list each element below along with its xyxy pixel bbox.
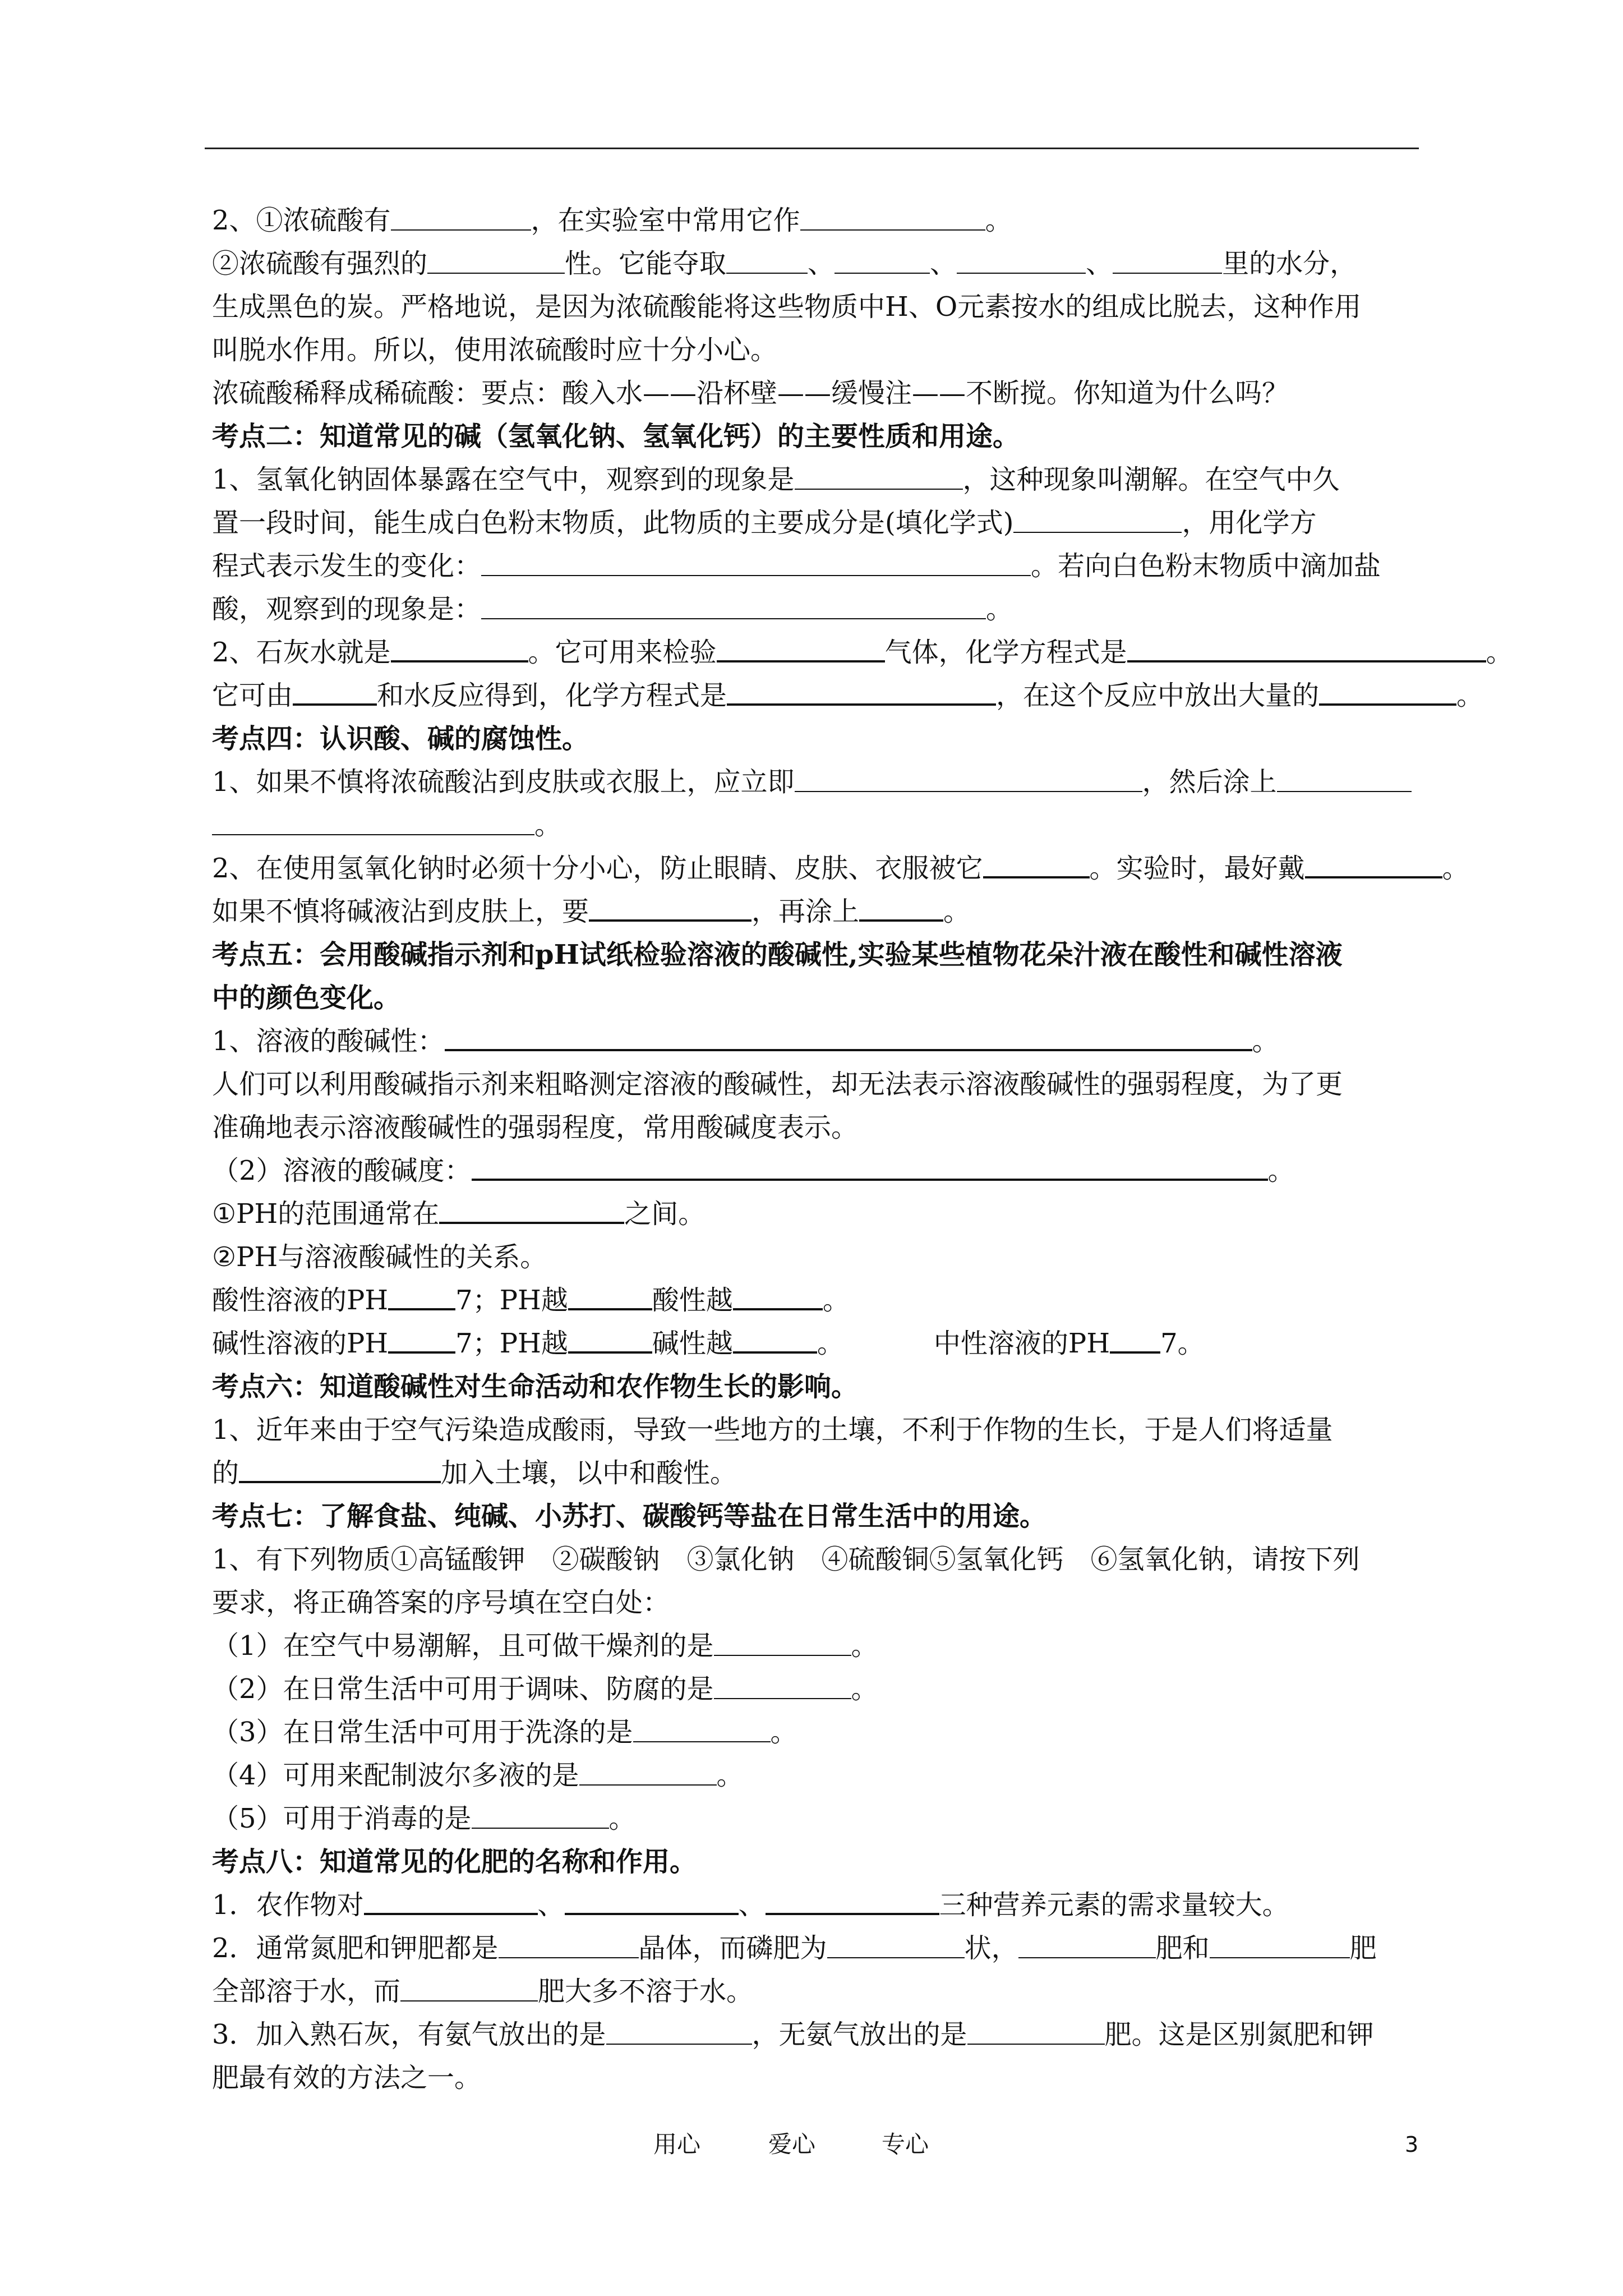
worksheet-body bbox=[212, 199, 1513, 2100]
text-line: 置一段时间，能生成白色粉末物质，此物质的主要成分是(填化学式) ，用化学方 bbox=[212, 507, 1317, 539]
text-line: 如果不慎将碱液沾到皮肤上，要 ，再涂上 。 bbox=[212, 896, 971, 927]
text-line: 1、氢氧化钠固体暴露在空气中，观察到的现象是 ，这种现象叫潮解。在空气中久 bbox=[212, 464, 1340, 495]
text-line: （3）在日常生活中可用于洗涤的是 。 bbox=[212, 1717, 797, 1748]
blank[interactable] bbox=[633, 1719, 771, 1742]
text-line: 人们可以利用酸碱指示剂来粗略测定溶液的酸碱性，却无法表示溶液酸碱性的强弱程度，为了更 bbox=[212, 1069, 1343, 1100]
text-line: ①PH的范围通常在 之间。 bbox=[212, 1198, 706, 1230]
blank[interactable] bbox=[1110, 1329, 1160, 1354]
text-line: 1．农作物对 、 、 三种营养元素的需求量较大。 bbox=[212, 1889, 1289, 1921]
blank[interactable] bbox=[1305, 854, 1442, 878]
text-line: 3．加入熟石灰，有氨气放出的是 ，无氨气放出的是 肥。这是区别氮肥和钾 bbox=[212, 2019, 1374, 2050]
text-line: 碱性溶液的PH 7；PH越 碱性越 。 中性溶液的PH 7。 bbox=[212, 1328, 1205, 1359]
section-heading: 考点二：知道常见的碱（氢氧化钠、氢氧化钙）的主要性质和用途。 bbox=[212, 421, 1020, 452]
text-line: 1、有下列物质①高锰酸钾 ②碳酸钠 ③氯化钠 ④硫酸铜⑤氢氧化钙 ⑥氢氧化钠，请按下列 bbox=[212, 1544, 1360, 1575]
footer-text: 用心 bbox=[653, 2131, 701, 2158]
text-line: 2、①浓硫酸有 ，在实验室中常用它作 。 bbox=[212, 205, 1012, 236]
text-line: 酸性溶液的PH 7；PH越 酸性越 。 bbox=[212, 1285, 850, 1316]
section-heading: 考点七：了解食盐、纯碱、小苏打、碳酸钙等盐在日常生活中的用途。 bbox=[212, 1501, 1047, 1532]
blank[interactable] bbox=[983, 854, 1090, 878]
text-line: ②浓硫酸有强烈的 性。它能夺取 、 、 、 里的水分， bbox=[212, 248, 1357, 279]
blank[interactable] bbox=[481, 553, 1031, 576]
text-line: 全部溶于水，而 肥大多不溶于水。 bbox=[212, 1976, 754, 2007]
section-heading: 考点八：知道常见的化肥的名称和作用。 bbox=[212, 1846, 697, 1878]
text-line: 2、石灰水就是 。它可用来检验 气体，化学方程式是 。 bbox=[212, 637, 1513, 668]
section-heading: 中的颜色变化。 bbox=[212, 982, 401, 1014]
blank[interactable] bbox=[766, 1890, 939, 1915]
blank[interactable] bbox=[714, 1676, 851, 1699]
text-line: 准确地表示溶液酸碱性的强弱程度，常用酸碱度表示。 bbox=[212, 1112, 859, 1143]
blank[interactable] bbox=[717, 638, 885, 662]
text-line: 叫脱水作用。所以，使用浓硫酸时应十分小心。 bbox=[212, 334, 778, 366]
blank[interactable] bbox=[565, 1890, 739, 1915]
text-line: 1、溶液的酸碱性： 。 bbox=[212, 1025, 1279, 1057]
blank[interactable] bbox=[212, 812, 534, 835]
blank[interactable] bbox=[1127, 638, 1486, 662]
footer-text: 爱心 bbox=[768, 2131, 816, 2158]
text-line: （1）在空气中易潮解，且可做干燥剂的是 。 bbox=[212, 1630, 878, 1662]
section-heading: 考点五：会用酸碱指示剂和pH试纸检验溶液的酸碱性,实验某些植物花朵汁液在酸性和碱性溶液 bbox=[212, 939, 1343, 970]
blank[interactable] bbox=[445, 1027, 1252, 1051]
header-rule bbox=[205, 148, 1419, 149]
blank[interactable] bbox=[391, 638, 528, 662]
text-line: 的 加入土壤，以中和酸性。 bbox=[212, 1457, 737, 1489]
blank[interactable] bbox=[1013, 509, 1182, 533]
blank[interactable] bbox=[727, 681, 996, 706]
blank[interactable] bbox=[589, 897, 751, 922]
text-line: 浓硫酸稀释成稀硫酸：要点：酸入水——沿杯壁——缓慢注——不断搅。你知道为什么吗？ bbox=[212, 378, 1289, 409]
blank[interactable] bbox=[800, 207, 985, 231]
blank[interactable] bbox=[427, 250, 565, 274]
blank[interactable] bbox=[388, 1329, 455, 1354]
blank[interactable] bbox=[1018, 1935, 1156, 1958]
text-line: 要求，将正确答案的序号填在空白处： bbox=[212, 1587, 670, 1618]
blank[interactable] bbox=[714, 1632, 851, 1656]
text-line: （5）可用于消毒的是 。 bbox=[212, 1803, 636, 1834]
blank[interactable] bbox=[1277, 769, 1412, 792]
blank[interactable] bbox=[364, 1890, 538, 1915]
blank[interactable] bbox=[239, 1458, 441, 1483]
section-heading: 考点四：认识酸、碱的腐蚀性。 bbox=[212, 723, 589, 754]
text-line: 生成黑色的炭。严格地说，是因为浓硫酸能将这些物质中H、O元素按水的组成比脱去，这种作用 bbox=[212, 291, 1362, 323]
blank[interactable] bbox=[439, 1199, 624, 1224]
blank[interactable] bbox=[388, 1286, 455, 1310]
text-line: ②PH与溶液酸碱性的关系。 bbox=[212, 1241, 547, 1273]
blank[interactable] bbox=[1319, 681, 1456, 706]
text-line: 1、如果不慎将浓硫酸沾到皮肤或衣服上，应立即 ，然后涂上 bbox=[212, 761, 1435, 804]
text-line: 。 bbox=[212, 804, 1435, 847]
blank[interactable] bbox=[472, 1156, 1268, 1181]
blank[interactable] bbox=[834, 250, 930, 274]
blank[interactable] bbox=[1210, 1935, 1350, 1958]
text-line: （2）在日常生活中可用于调味、防腐的是 。 bbox=[212, 1673, 878, 1705]
page-number: 3 bbox=[1405, 2132, 1419, 2157]
section-heading: 考点六：知道酸碱性对生命活动和农作物生长的影响。 bbox=[212, 1371, 859, 1402]
blank[interactable] bbox=[568, 1329, 652, 1354]
text-line: 酸，观察到的现象是： 。 bbox=[212, 593, 1013, 625]
blank[interactable] bbox=[967, 2021, 1105, 2045]
blank[interactable] bbox=[957, 250, 1086, 274]
text-line: （4）可用来配制波尔多液的是 。 bbox=[212, 1760, 744, 1791]
footer-text: 专心 bbox=[882, 2131, 929, 2158]
blank[interactable] bbox=[606, 2021, 752, 2045]
blank[interactable] bbox=[400, 1978, 538, 2001]
text-line: 程式表示发生的变化： 。若向白色粉末物质中滴加盐 bbox=[212, 550, 1381, 582]
blank[interactable] bbox=[391, 207, 531, 231]
blank[interactable] bbox=[733, 1286, 823, 1310]
text-line: 肥最有效的方法之一。 bbox=[212, 2062, 482, 2093]
blank[interactable] bbox=[1113, 250, 1222, 274]
blank[interactable] bbox=[481, 596, 986, 619]
blank[interactable] bbox=[293, 681, 377, 706]
blank[interactable] bbox=[568, 1286, 652, 1310]
text-line: 1、近年来由于空气污染造成酸雨，导致一些地方的土壤，不利于作物的生长，于是人们将适量 bbox=[212, 1414, 1333, 1446]
blank[interactable] bbox=[499, 1935, 639, 1958]
blank[interactable] bbox=[827, 1935, 965, 1958]
blank[interactable] bbox=[859, 897, 943, 922]
blank[interactable] bbox=[795, 769, 1142, 792]
text-line: 2．通常氮肥和钾肥都是 晶体，而磷肥为 状， 肥和 肥 bbox=[212, 1932, 1377, 1964]
blank[interactable] bbox=[726, 250, 808, 274]
text-line: 2、在使用氢氧化钠时必须十分小心，防止眼睛、皮肤、衣服被它 。实验时，最好戴 。 bbox=[212, 853, 1469, 884]
text-line: （2）溶液的酸碱度： 。 bbox=[212, 1155, 1295, 1186]
blank[interactable] bbox=[472, 1805, 609, 1829]
blank[interactable] bbox=[733, 1329, 817, 1354]
blank[interactable] bbox=[795, 466, 963, 490]
text-line: 它可由 和水反应得到，化学方程式是 ，在这个反应中放出大量的 。 bbox=[212, 680, 1484, 711]
blank[interactable] bbox=[579, 1762, 717, 1786]
